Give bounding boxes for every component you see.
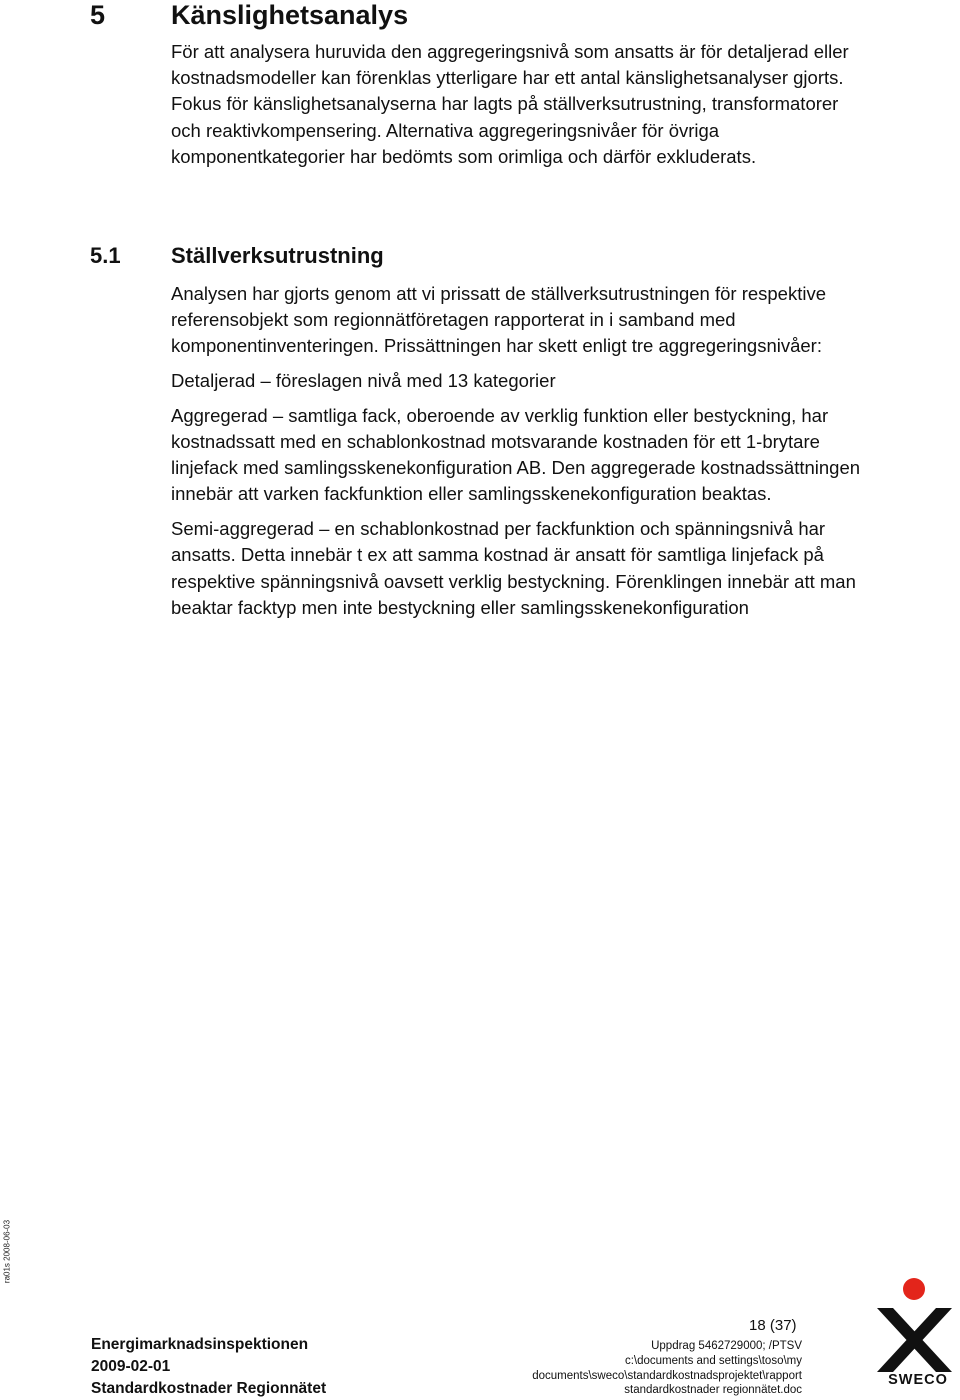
- logo-dot: [903, 1278, 925, 1300]
- subsection-body: [171, 281, 861, 629]
- page-number: 18 (37): [749, 1317, 797, 1334]
- paragraph: Aggregerad – samtliga fack, oberoende av verklig funktion eller bestyckning, har kostnadssatt med en schablonkostnad motsvarande kostnaden för ett 1-brytare linjefack med samlingsskenekonfiguration AB. Den aggregerade kostnadssättningen innebär att varken fackfunktion eller samlingsskenekonfiguration beaktas.: [171, 404, 861, 505]
- footer-right: [532, 1339, 802, 1398]
- section-intro: För att analysera huruvida den aggregeringsnivå som ansatts är för detaljerad eller kostnadsmodeller kan förenklas ytterligare har ett antal känslighetsanalyser gjorts. Fokus för känslighetsanalyserna har lagts på ställverksutrustning, transformatorer och reaktivkompensering. Alternativa aggregeringsnivåer för övriga komponentkategorier har bedömts som orimliga och därför exkluderats.: [171, 41, 849, 167]
- section-title: Känslighetsanalys: [171, 0, 409, 30]
- footer-org: Energimarknadsinspektionen: [91, 1336, 309, 1353]
- section-number: 5: [90, 0, 106, 30]
- section-intro-block: [171, 39, 861, 179]
- paragraph: Detaljerad – föreslagen nivå med 13 kategorier: [171, 370, 556, 392]
- paragraph: Semi-aggregerad – en schablonkostnad per fackfunktion och spänningsnivå har ansatts. Detta innebär t ex att samma kostnad är ansatt för samtliga linjefack på respektive spänningsnivå oavsett verklig bestyckning. Förenklingen innebär att man beaktar facktyp men inte bestyckning eller samlingsskenekonfiguration: [171, 518, 856, 618]
- side-label: ra01s 2008-06-03: [2, 1219, 12, 1284]
- footer-path-line: c:\documents and settings\toso\my: [624, 1354, 802, 1367]
- footer-date: 2009-02-01: [91, 1358, 171, 1375]
- footer-path-line: documents\sweco\standardkostnadsprojektet\rapport: [532, 1369, 802, 1382]
- subsection-number: 5.1: [90, 243, 121, 268]
- logo-wordmark: SWECO: [888, 1372, 948, 1388]
- section-heading: [90, 0, 408, 30]
- subsection-title: Ställverksutrustning: [171, 243, 384, 268]
- footer-assignment: Uppdrag 5462729000; /PTSV: [651, 1340, 802, 1352]
- footer-report: Standardkostnader Regionnätet: [91, 1380, 327, 1397]
- footer-left: [91, 1334, 326, 1400]
- footer-path-line: standardkostnader regionnätet.doc: [624, 1384, 802, 1397]
- subsection-heading: [90, 243, 384, 269]
- paragraph: Analysen har gjorts genom att vi prissatt de ställverksutrustningen för respektive referensobjekt som regionnätföretagen rapporterat in i samband med komponentinventeringen. Prissättningen har skett enligt tre aggregeringsnivåer:: [171, 283, 827, 357]
